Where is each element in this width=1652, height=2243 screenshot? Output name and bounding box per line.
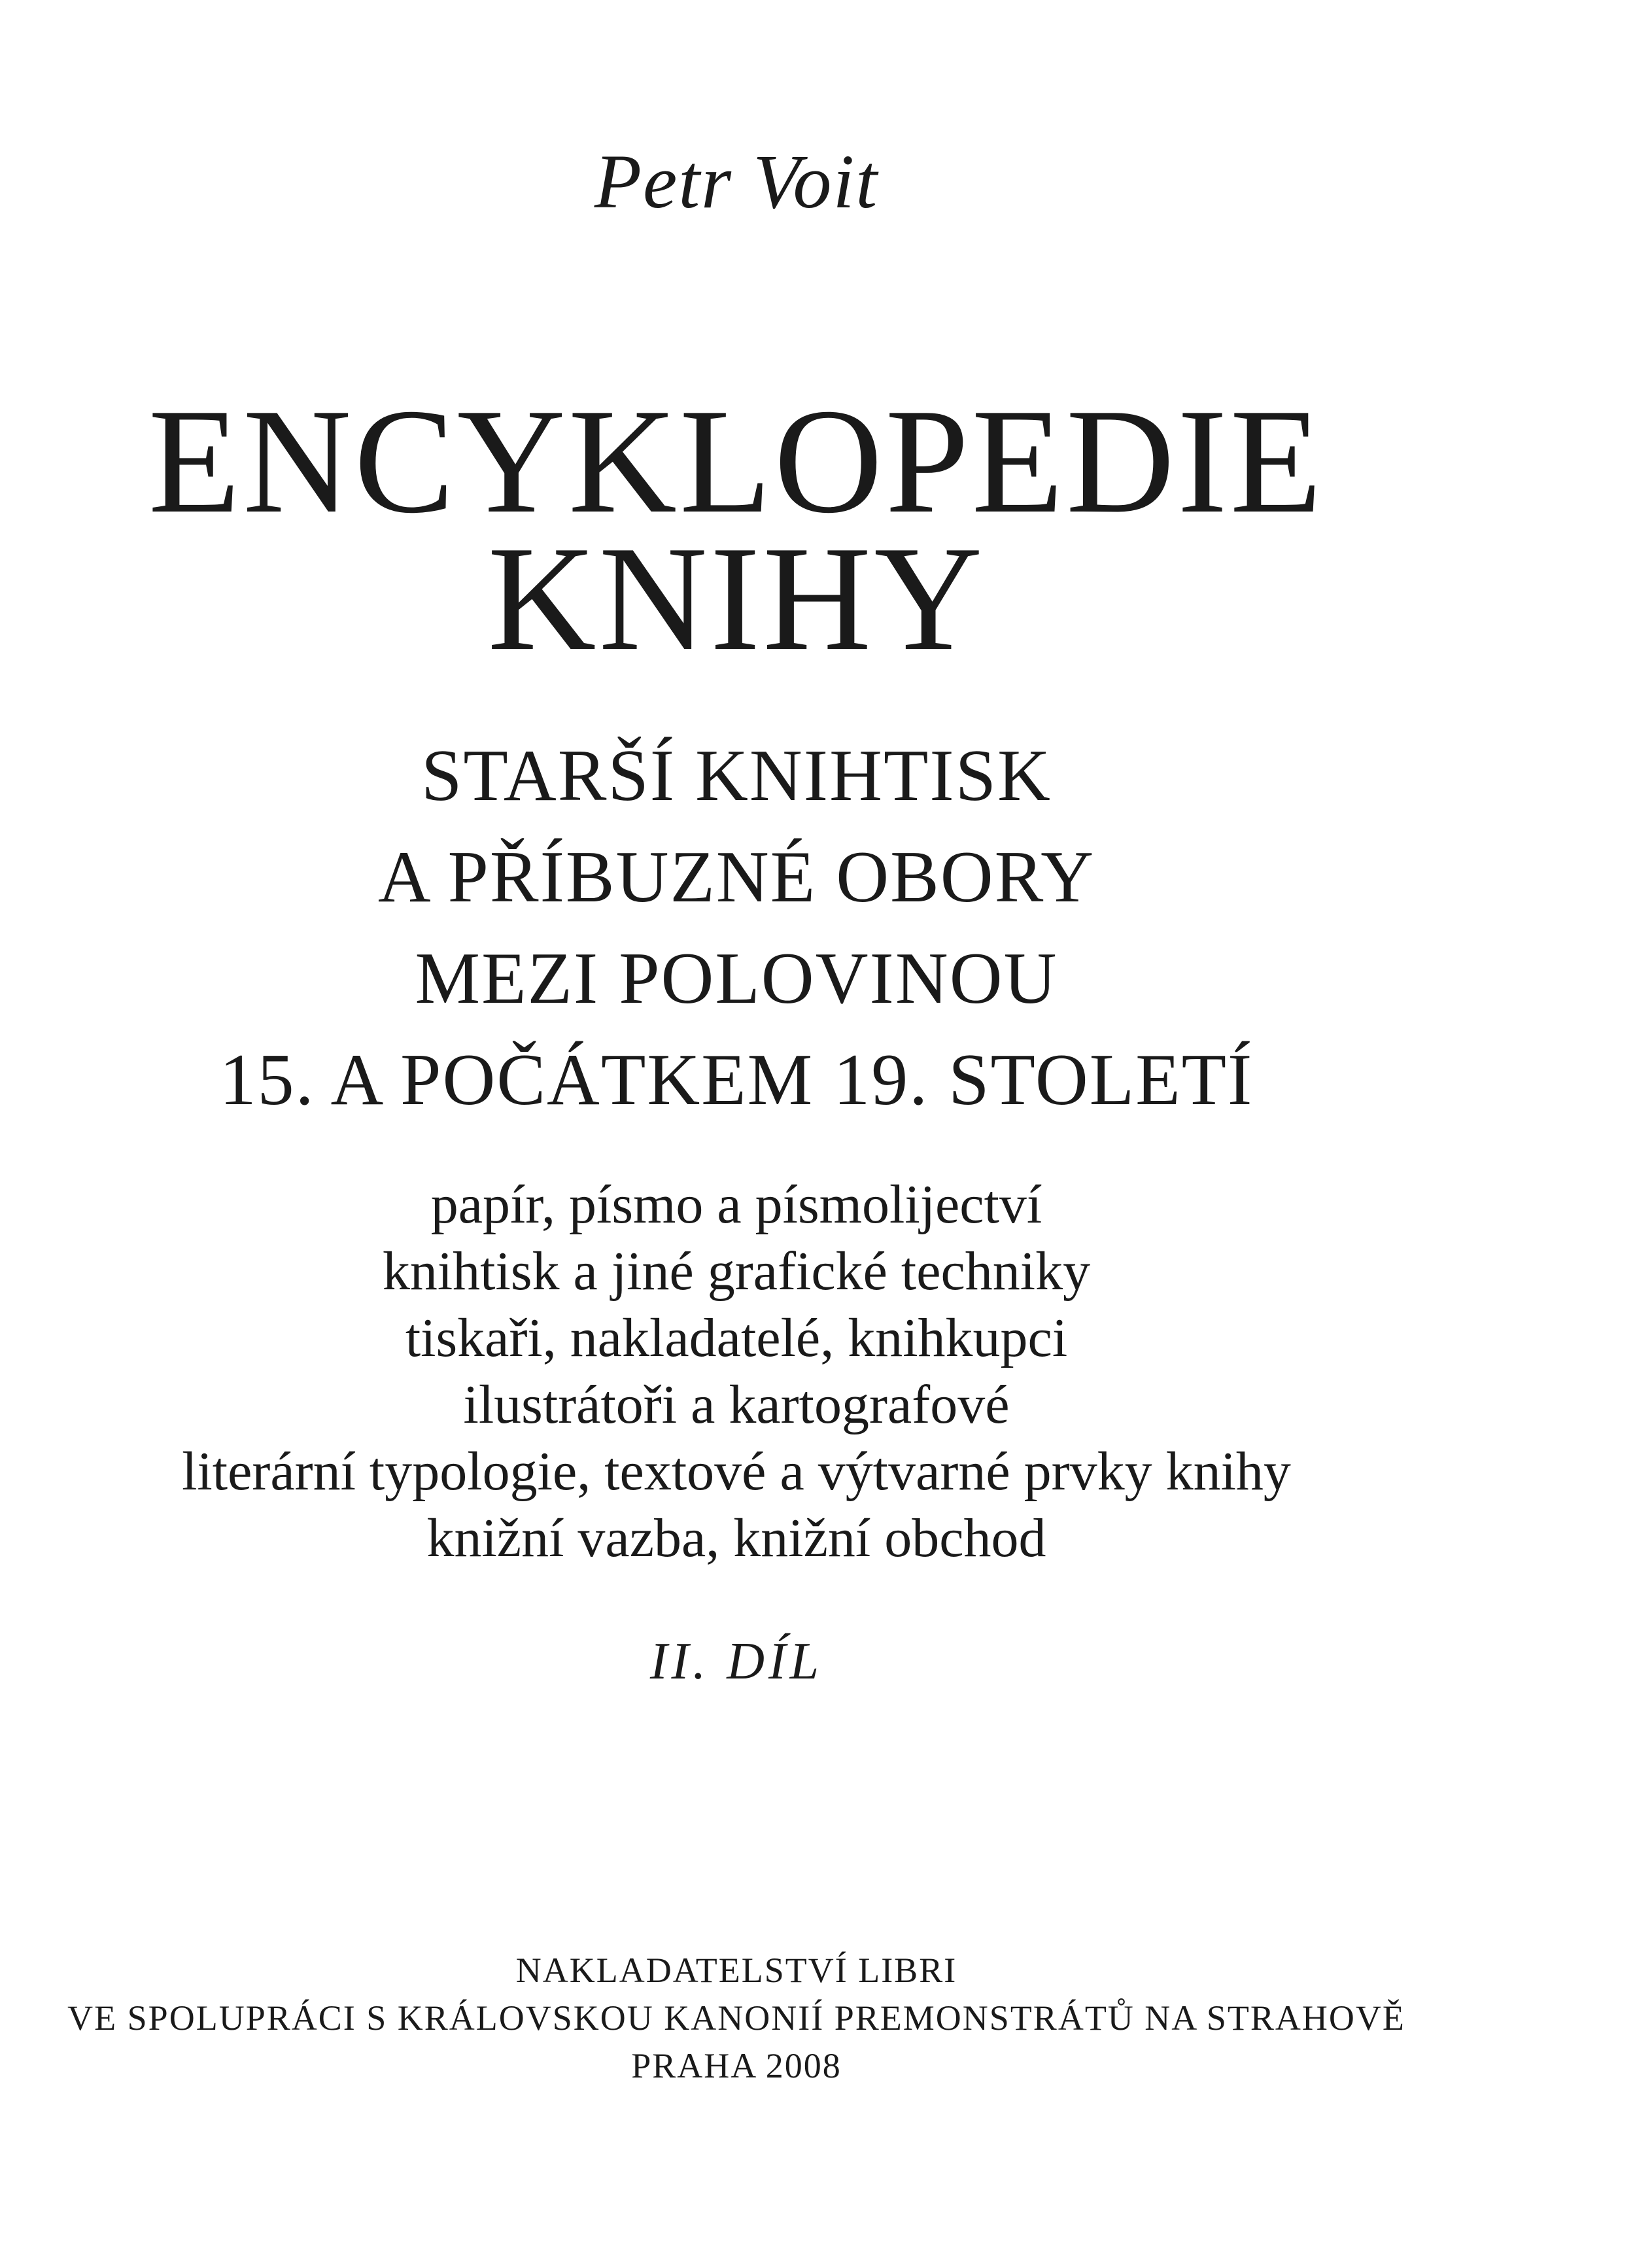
topic-line-5: literární typologie, textové a výtvarné prvky knihy <box>182 1441 1291 1502</box>
book-title-line-1: ENCYKLOPEDIE <box>148 377 1325 544</box>
topic-line-2: knihtisk a jiné grafické techniky <box>382 1241 1091 1302</box>
book-title-line-2: KNIHY <box>487 515 986 682</box>
publisher-place-year: PRAHA 2008 <box>631 2046 842 2085</box>
topic-line-3: tiskaři, nakladatelé, knihkupci <box>405 1308 1068 1368</box>
publisher-name: NAKLADATELSTVÍ LIBRI <box>515 1951 957 1990</box>
subtitle-line-3: MEZI POLOVINOU <box>415 938 1058 1019</box>
author-name: Petr Voit <box>594 139 879 224</box>
subtitle-line-1: STARŠÍ KNIHTISK <box>421 735 1052 816</box>
subtitle-line-4: 15. A POČÁTKEM 19. STOLETÍ <box>219 1039 1254 1121</box>
topic-line-6: knižní vazba, knižní obchod <box>426 1508 1046 1569</box>
subtitle-line-2: A PŘÍBUZNÉ OBORY <box>377 837 1095 918</box>
publisher-cooperation: VE SPOLUPRÁCI S KRÁLOVSKOU KANONIÍ PREMONSTRÁTŮ NA STRAHOVĚ <box>67 1998 1405 2038</box>
topic-line-1: papír, písmo a písmolijectví <box>430 1174 1042 1235</box>
volume-label: II. DÍL <box>649 1633 823 1690</box>
topic-line-4: ilustrátoři a kartografové <box>463 1374 1010 1435</box>
